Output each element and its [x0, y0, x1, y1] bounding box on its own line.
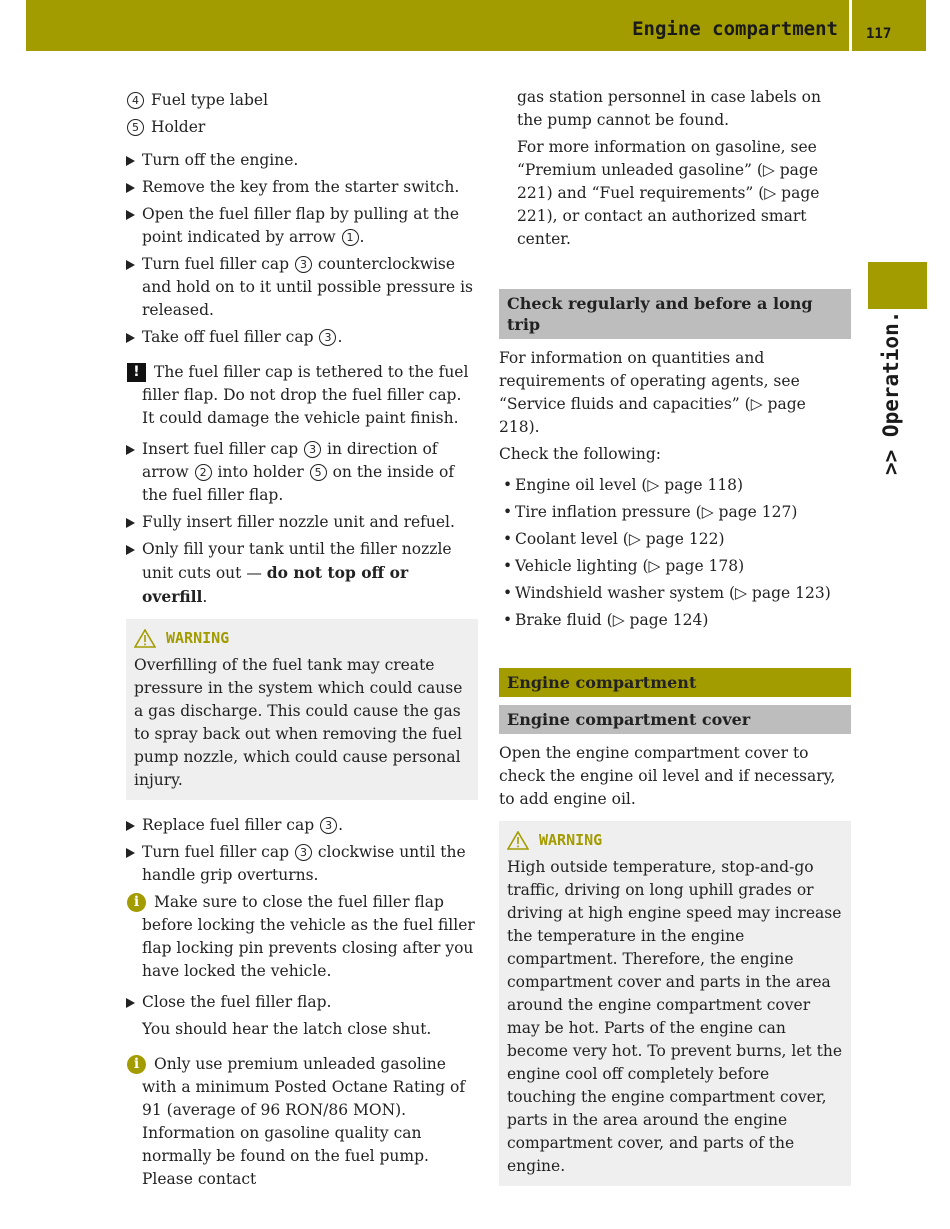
callout-number: 3: [319, 329, 336, 346]
checklist-item: • Windshield washer system (▷ page 123): [499, 582, 851, 605]
step-result: You should hear the latch close shut.: [142, 1020, 432, 1038]
instruction-step: Turn off the engine.: [126, 149, 478, 172]
warning-title: WARNING: [166, 629, 230, 647]
warning-text: Overfilling of the fuel tank may create pressure in the system which could cause a gas discharge. This could cause the gas to spray back out when removing the fuel pump nozzle, which could cause personal injury.: [134, 656, 463, 789]
step-arrow-icon: [126, 518, 135, 528]
warning-text: High outside temperature, stop-and-go traffic, driving on long uphill grades or driving at high engine speed may increase the temperature in the engine compartment. Therefore, the engine compartment cover and parts in the area around the engine compartment cover may be hot. Parts of the engine can become very hot. To prevent burns, let the engine cool off completely before touching the engine compartment cover, parts in the area around the engine compartment cover, and parts of the engine.: [507, 858, 843, 1175]
warning-header: [134, 627, 470, 650]
header-divider: [849, 0, 852, 51]
instruction-step: Only fill your tank until the filler nozzle unit cuts out — do not top off or overfill.: [126, 538, 478, 609]
instruction-step: Remove the key from the starter switch.: [126, 176, 478, 199]
callout-number: 5: [127, 119, 144, 136]
info-note: i Only use premium unleaded gasoline with a minimum Posted Octane Rating of 91 (average of 96 RON/86 MON). Information on gasoline quality can normally be found on the fuel pump. Please contact: [126, 1053, 478, 1191]
checklist-item: • Vehicle lighting (▷ page 178): [499, 555, 851, 578]
info-note: i Make sure to close the fuel filler flap before locking the vehicle as the fuel filler flap locking pin prevents closing after you have locked the vehicle.: [126, 891, 478, 983]
instruction-step: Fully insert filler nozzle unit and refuel.: [126, 511, 478, 534]
instruction-step: Insert fuel filler cap 3 in direction of arrow 2 into holder 5 on the inside of the fuel filler flap.: [126, 438, 478, 507]
instruction-step: Replace fuel filler cap 3 .: [126, 814, 478, 837]
legend-label: Holder: [151, 118, 206, 136]
callout-number: 3: [295, 256, 312, 273]
warning-box: [499, 821, 851, 1186]
step-arrow-icon: [126, 821, 135, 831]
instruction-step: Open the fuel filler flap by pulling at the point indicated by arrow 1 .: [126, 203, 478, 249]
callout-number: 3: [320, 817, 337, 834]
step-arrow-icon: [126, 998, 135, 1008]
callout-number: 5: [310, 464, 327, 481]
warning-box: [126, 619, 478, 800]
instruction-step: Turn fuel filler cap 3 counterclockwise and hold on to it until possible pressure is released.: [126, 253, 478, 322]
step-arrow-icon: [126, 210, 135, 220]
warning-triangle-icon: [507, 831, 529, 850]
warning-triangle-icon: [134, 629, 156, 648]
exclamation-icon: !: [127, 363, 146, 382]
side-tab-label: >> Operation.: [879, 310, 903, 475]
left-column: [126, 89, 478, 1199]
section-heading-main: Engine compartment: [499, 668, 851, 697]
warning-header: [507, 829, 843, 852]
step-arrow-icon: [126, 545, 135, 555]
section-heading: Check regularly and before a long trip: [499, 289, 851, 339]
checklist-item: • Tire inflation pressure (▷ page 127): [499, 501, 851, 524]
instruction-step: Close the fuel filler flap.: [126, 991, 478, 1014]
checklist-item: • Coolant level (▷ page 122): [499, 528, 851, 551]
step-arrow-icon: [126, 848, 135, 858]
paragraph: Open the engine compartment cover to check the engine oil level and if necessary, to add engine oil.: [499, 744, 836, 808]
instruction-step: Take off fuel filler cap 3 .: [126, 326, 478, 349]
callout-number: 2: [195, 464, 212, 481]
checklist-item: • Engine oil level (▷ page 118): [499, 474, 851, 497]
step-arrow-icon: [126, 260, 135, 270]
checklist-item: • Brake fluid (▷ page 124): [499, 609, 851, 632]
callout-number: 3: [295, 844, 312, 861]
instruction-step: Turn fuel filler cap 3 clockwise until the handle grip overturns.: [126, 841, 478, 887]
legend-item: [126, 116, 478, 143]
step-arrow-icon: [126, 183, 135, 193]
side-tab-block: [868, 262, 927, 309]
callout-number: 1: [342, 229, 359, 246]
page-number: 117: [866, 26, 892, 42]
info-icon: i: [127, 893, 146, 912]
step-arrow-icon: [126, 445, 135, 455]
paragraph: gas station personnel in case labels on the pump cannot be found.: [517, 88, 821, 129]
paragraph: For more information on gasoline, see “Premium unleaded gasoline” (▷ page 221) and “Fuel requirements” (▷ page 221), or contact an authorized smart center.: [517, 138, 820, 248]
page-title: Engine compartment: [632, 18, 838, 40]
section-heading: Engine compartment cover: [499, 705, 851, 734]
step-arrow-icon: [126, 156, 135, 166]
info-icon: i: [127, 1055, 146, 1074]
caution-note: ! The fuel filler cap is tethered to the fuel filler flap. Do not drop the fuel filler cap. It could damage the vehicle paint finish.: [126, 361, 478, 430]
right-column: [499, 86, 851, 1200]
step-arrow-icon: [126, 333, 135, 343]
callout-number: 3: [304, 441, 321, 458]
legend-label: Fuel type label: [151, 91, 269, 109]
paragraph: Check the following:: [499, 445, 661, 463]
paragraph: For information on quantities and requirements of operating agents, see “Service fluids and capacities” (▷ page 218).: [499, 349, 806, 436]
callout-number: 4: [127, 92, 144, 109]
warning-title: WARNING: [539, 831, 603, 849]
legend-item: [126, 89, 478, 116]
